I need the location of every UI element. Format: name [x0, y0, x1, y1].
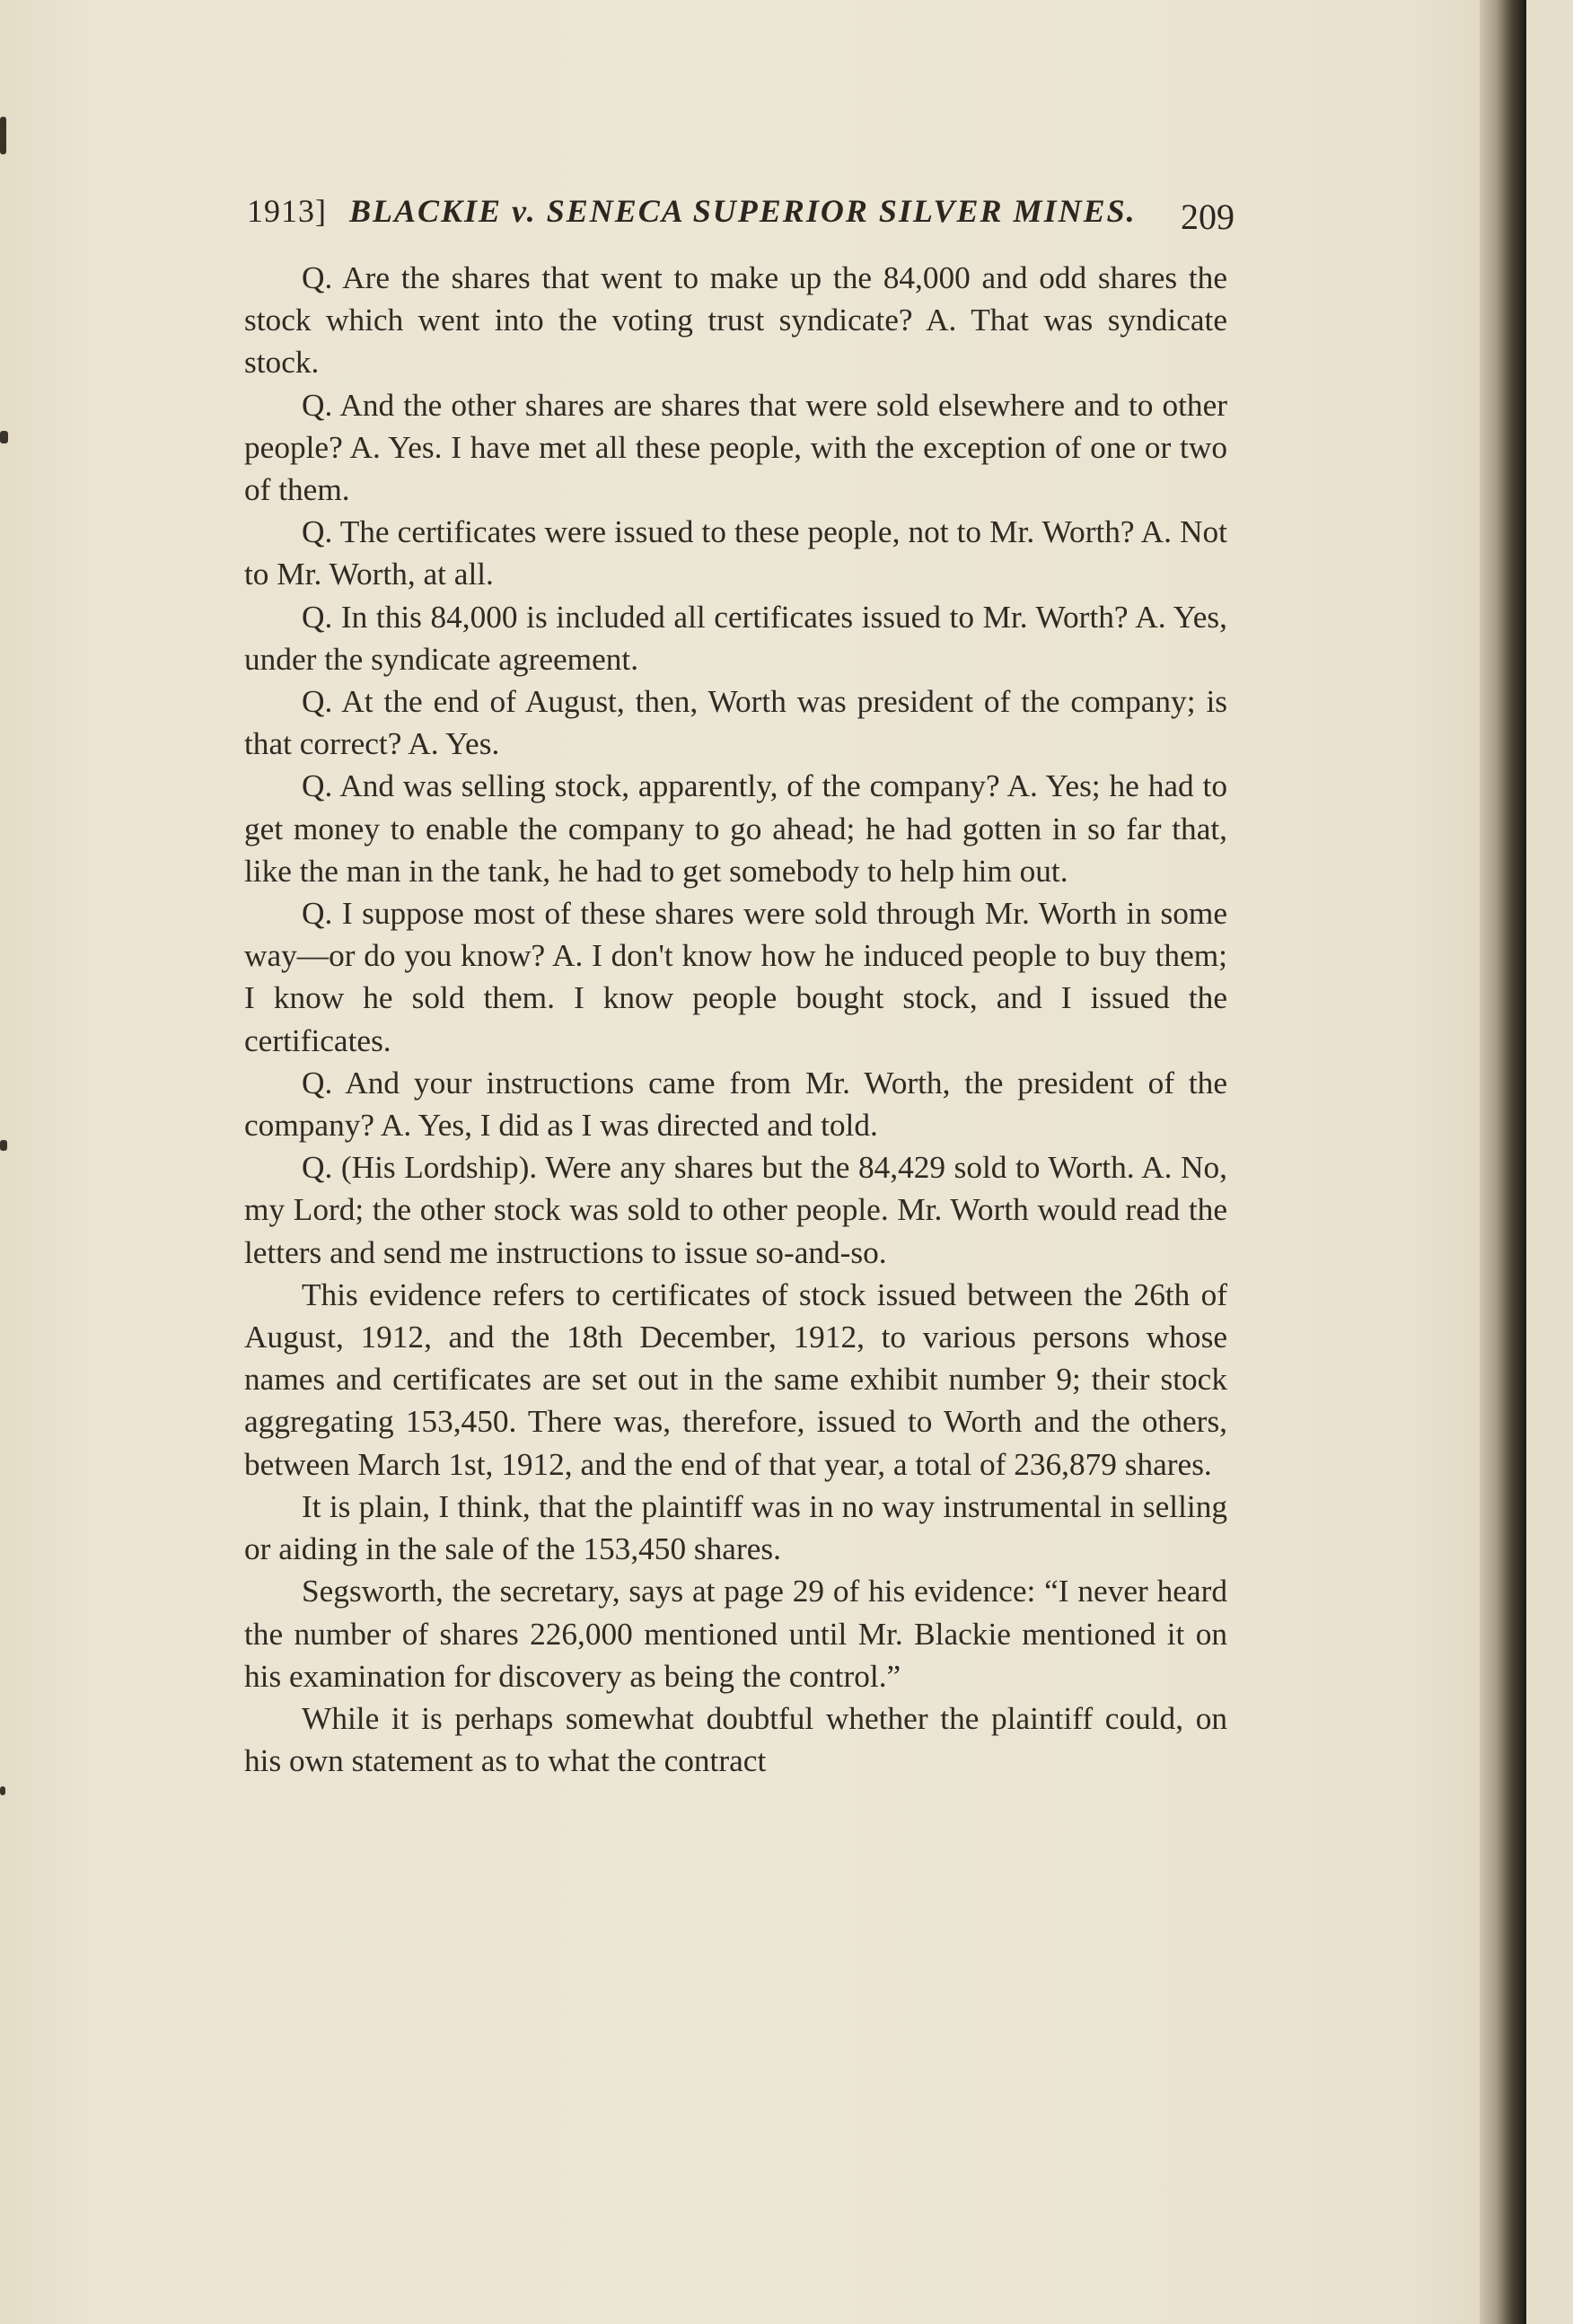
paragraph: Q. And was selling stock, apparently, of the company? A. Yes; he had to get money to enable the company to go ahead; he had gotten in so far that, like the man in the tank, he had to get somebody to help him out. — [244, 768, 1227, 889]
paragraph: Q. The certificates were issued to these people, not to Mr. Worth? A. Not to Mr. Worth, at all. — [244, 514, 1227, 592]
paragraph: Q. At the end of August, then, Worth was president of the company; is that correct? A. Yes. — [244, 684, 1227, 762]
margin-mark — [0, 1140, 7, 1151]
margin-mark — [0, 1786, 5, 1795]
paragraph: This evidence refers to certificates of stock issued between the 26th of August, 1912, and the 18th December, 1912, to various persons whose names and certificates are set out in the same exhibit number 9; their stock aggregating 153,450. There was, therefore, issued to Worth and the others, between March 1st, 1912, and the end of that year, a total of 236,879 shares. — [244, 1276, 1227, 1482]
margin-mark — [0, 117, 6, 154]
header-case-title: BLACKIE v. SENECA SUPERIOR SILVER MINES. — [349, 193, 1137, 229]
paragraph: Q. I suppose most of these shares were sold through Mr. Worth in some way—or do you know? A. I don't know how he induced people to buy them; I know he sold them. I know people bought stock, and I issued the certificates. — [244, 896, 1227, 1058]
paragraph: While it is perhaps somewhat doubtful whether the plaintiff could, on his own statement as to what the contract — [244, 1700, 1227, 1779]
running-head — [247, 192, 1235, 246]
header-year: 1913] — [247, 193, 327, 229]
page-edge-shadow — [1480, 0, 1526, 2324]
body-text — [244, 257, 1227, 1782]
paragraph: Q. And your instructions came from Mr. Worth, the president of the company? A. Yes, I did as I was directed and told. — [244, 1065, 1227, 1144]
paragraph: It is plain, I think, that the plaintiff was in no way instrumental in selling or aiding in the sale of the 153,450 shares. — [244, 1488, 1227, 1567]
paragraph: Q. And the other shares are shares that were sold elsewhere and to other people? A. Yes. I have met all these people, with the exception of one or two of them. — [244, 387, 1227, 508]
paragraph: Q. (His Lordship). Were any shares but the 84,429 sold to Worth. A. No, my Lord; the other stock was sold to other people. Mr. Worth would read the letters and send me instructions to issue so-and-so. — [244, 1150, 1227, 1270]
paragraph: Q. Are the shares that went to make up the 84,000 and odd shares the stock which went into the voting trust syndicate? A. That was syndicate stock. — [244, 260, 1227, 381]
paragraph: Segsworth, the secretary, says at page 29 of his evidence: “I never heard the number of shares 226,000 mentioned until Mr. Blackie mentioned it on his examination for discovery as being the control.” — [244, 1574, 1227, 1694]
paragraph: Q. In this 84,000 is included all certificates issued to Mr. Worth? A. Yes, under the syndicate agreement. — [244, 599, 1227, 677]
margin-mark — [0, 431, 8, 443]
page-number: 209 — [1181, 197, 1235, 237]
